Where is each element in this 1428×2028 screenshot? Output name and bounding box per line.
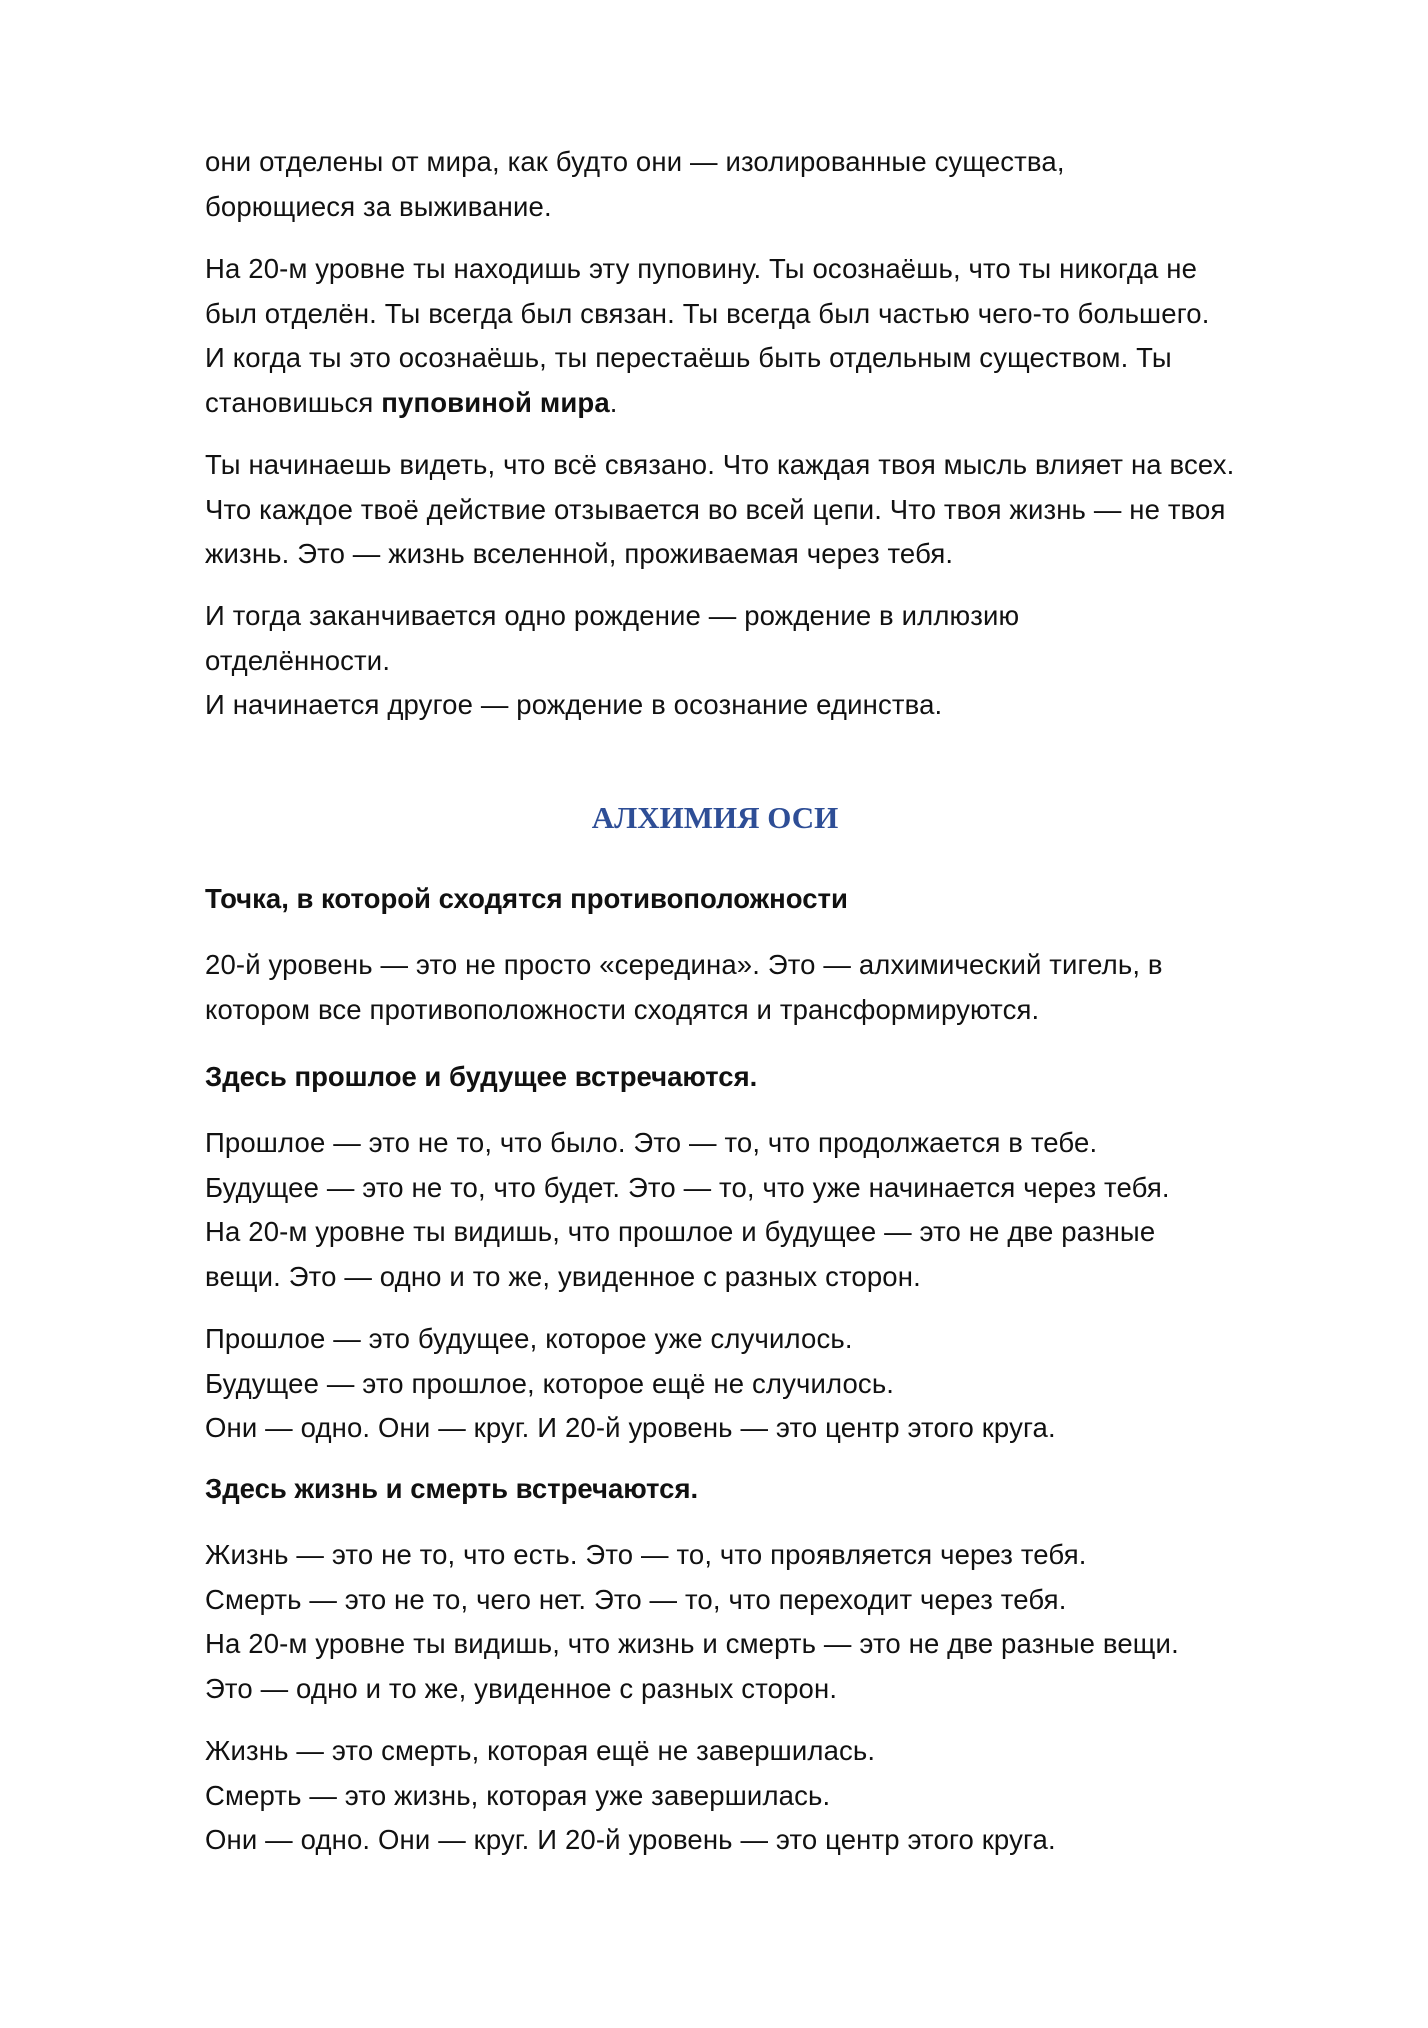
paragraph-3 [205,443,1234,577]
text-line: они отделены от мира, как будто они — изолированные существа, [205,146,1065,177]
paragraph-intro [205,943,1163,1032]
text-line: был отделён. Ты всегда был связан. Ты всегда был частью чего-то большего. [205,297,1210,329]
text-line: отделённости. [205,644,391,676]
text-line: Жизнь — это не то, что есть. Это — то, что проявляется через тебя. [205,1539,1087,1570]
paragraph-1 [205,140,1065,229]
subheading-past-future: Здесь прошлое и будущее встречаются. [205,1061,758,1092]
text-line: Это — одно и то же, увиденное с разных сторон. [205,1672,838,1704]
paragraph-past-future-2 [205,1317,1056,1451]
text-line: Они — одно. Они — круг. И 20-й уровень — это центр этого круга. [205,1412,1056,1443]
text-line: борющиеся за выживание. [205,190,552,222]
paragraph-2 [205,247,1210,425]
text-line: И когда ты это осознаёшь, ты перестаёшь быть отдельным существом. Ты [205,342,1172,373]
text-prefix: становишься [205,386,382,418]
bold-phrase: пуповиной мира [381,386,610,418]
text-line [205,381,1210,426]
section-heading: АЛХИМИЯ ОСИ [591,800,839,835]
paragraph-4 [205,594,1019,728]
text-line: И начинается другое — рождение в осознание единства. [205,689,943,720]
paragraph-past-future-1 [205,1121,1170,1299]
text-line: вещи. Это — одно и то же, увиденное с разных сторон. [205,1260,921,1292]
text-line: На 20-м уровне ты видишь, что прошлое и будущее — это не две разные [205,1216,1156,1247]
subheading-main: Точка, в которой сходятся противоположности [205,883,848,914]
paragraph-life-death-2 [205,1729,1056,1863]
text-line: Что каждое твоё действие отзывается во всей цепи. Что твоя жизнь — не твоя [205,493,1226,525]
text-line: котором все противоположности сходятся и трансформируются. [205,993,1040,1025]
text-line: Смерть — это жизнь, которая уже завершилась. [205,1779,831,1811]
text-line: Они — одно. Они — круг. И 20-й уровень — это центр этого круга. [205,1824,1056,1855]
text-line: Прошлое — это будущее, которое уже случилось. [205,1323,853,1354]
text-line: И тогда заканчивается одно рождение — рождение в иллюзию [205,600,1020,631]
text-line: Жизнь — это смерть, которая ещё не завершилась. [205,1735,876,1766]
text-line: Ты начинаешь видеть, что всё связано. Что каждая твоя мысль влияет на всех. [205,449,1235,480]
text-line: Прошлое — это не то, что было. Это — то, что продолжается в тебе. [205,1127,1098,1158]
text-line: Будущее — это не то, что будет. Это — то, что уже начинается через тебя. [205,1171,1170,1203]
paragraph-life-death-1 [205,1533,1179,1711]
text-line: 20-й уровень — это не просто «середина». Это — алхимический тигель, в [205,949,1163,980]
text-line: На 20-м уровне ты находишь эту пуповину. Ты осознаёшь, что ты никогда не [205,253,1198,284]
subheading-life-death: Здесь жизнь и смерть встречаются. [205,1473,699,1504]
text-line: На 20-м уровне ты видишь, что жизнь и смерть — это не две разные вещи. [205,1628,1179,1659]
text-line: Будущее — это прошлое, которое ещё не случилось. [205,1367,895,1399]
text-suffix: . [609,386,618,418]
text-line: жизнь. Это — жизнь вселенной, проживаемая через тебя. [205,538,954,569]
text-line: Смерть — это не то, чего нет. Это — то, что переходит через тебя. [205,1583,1067,1615]
